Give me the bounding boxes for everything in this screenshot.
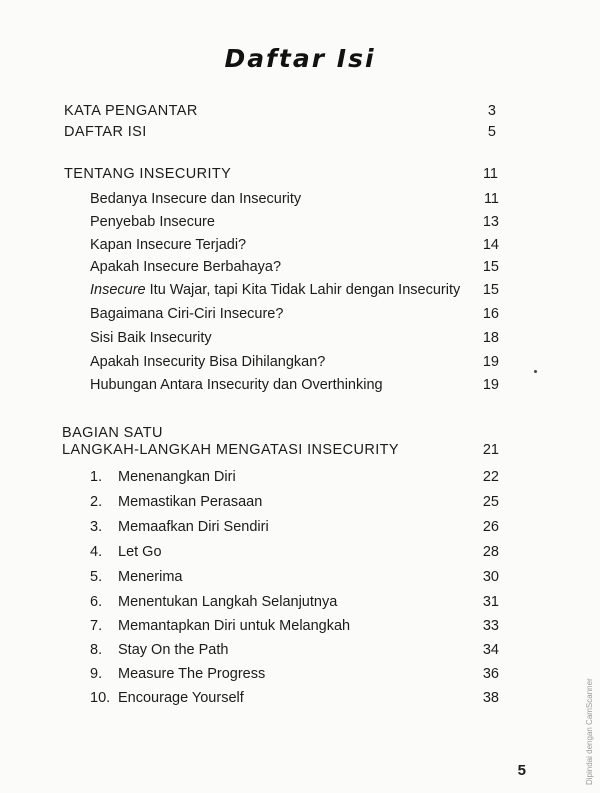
toc-step-title: Menenangkan Diri (118, 469, 236, 485)
toc-step-index: 10. (90, 690, 111, 706)
toc-entry-page: 13 (482, 214, 499, 230)
toc-section-langkah (0, 442, 600, 464)
toc-entry-label: Sisi Baik Insecurity (90, 330, 212, 346)
toc-entry-label (90, 594, 337, 610)
toc-step-title: Memastikan Perasaan (118, 494, 263, 510)
toc-entry-label: DAFTAR ISI (64, 124, 147, 140)
toc-entry-page: 16 (482, 306, 499, 322)
toc-entry (0, 214, 600, 236)
toc-entry-label: Bagaimana Ciri-Ciri Insecure? (90, 306, 284, 322)
toc-entry-page: 34 (482, 642, 499, 658)
toc-entry (0, 191, 600, 213)
toc-entry-label: Apakah Insecure Berbahaya? (90, 259, 282, 275)
page-title: Daftar Isi (224, 44, 376, 73)
toc-entry-label (90, 519, 269, 535)
toc-entry-page: 15 (482, 259, 499, 275)
toc-step (0, 494, 600, 516)
toc-entry-label (90, 569, 182, 585)
toc-entry (0, 237, 600, 259)
toc-entry-label (90, 618, 350, 634)
toc-entry-page: 28 (482, 544, 499, 560)
scanner-watermark: Dipindai dengan CamScanner (585, 678, 594, 785)
toc-entry-page: 21 (482, 442, 499, 458)
toc-entry-page: 36 (482, 666, 499, 682)
toc-entry-label: Penyebab Insecure (90, 214, 215, 230)
toc-step-index: 3. (90, 519, 103, 535)
toc-entry-label (90, 642, 228, 658)
toc-entry-label (90, 690, 244, 706)
toc-entry-label (90, 469, 236, 485)
toc-section-tentang-insecurity (0, 166, 600, 188)
toc-step-index: 4. (90, 544, 103, 560)
toc-step (0, 519, 600, 541)
toc-entry-label (90, 666, 265, 682)
toc-entry-label (90, 282, 460, 298)
toc-entry (0, 330, 600, 352)
toc-part-label: BAGIAN SATU (62, 425, 163, 441)
toc-step-index: 7. (90, 618, 103, 634)
toc-entry-label: TENTANG INSECURITY (64, 166, 232, 182)
page-number: 5 (517, 762, 526, 779)
toc-step-title: Menentukan Langkah Selanjutnya (118, 594, 338, 610)
toc-step (0, 469, 600, 491)
toc-step-index: 9. (90, 666, 103, 682)
toc-entry-page: 30 (482, 569, 499, 585)
toc-entry (0, 306, 600, 328)
toc-entry-page: 33 (482, 618, 499, 634)
toc-step-title: Memaafkan Diri Sendiri (118, 519, 269, 535)
toc-entry-page: 22 (482, 469, 499, 485)
toc-entry-daftar-isi (0, 124, 600, 146)
toc-entry-label: KATA PENGANTAR (64, 103, 198, 119)
toc-step (0, 618, 600, 640)
toc-step (0, 666, 600, 688)
toc-step-title: Memantapkan Diri untuk Melangkah (118, 618, 351, 634)
toc-entry-page: 18 (482, 330, 499, 346)
toc-step-title: Encourage Yourself (118, 690, 244, 706)
toc-entry-label: Kapan Insecure Terjadi? (90, 237, 247, 253)
toc-step-index: 6. (90, 594, 103, 610)
toc-entry-page: 15 (482, 282, 499, 298)
toc-entry-label: Bedanya Insecure dan Insecurity (90, 191, 302, 207)
toc-entry-page: 3 (487, 103, 496, 119)
toc-entry-label (90, 494, 262, 510)
toc-entry-page: 26 (482, 519, 499, 535)
toc-step (0, 594, 600, 616)
toc-step-title: Stay On the Path (118, 642, 229, 658)
toc-entry-page: 19 (482, 377, 499, 393)
toc-entry-label: Apakah Insecurity Bisa Dihilangkan? (90, 354, 326, 370)
toc-step-index: 8. (90, 642, 103, 658)
toc-entry-page: 38 (482, 690, 499, 706)
toc-step-index: 1. (90, 469, 103, 485)
toc-entry (0, 282, 600, 304)
toc-entry (0, 377, 600, 399)
toc-entry-page: 5 (487, 124, 496, 140)
toc-entry (0, 259, 600, 281)
toc-entry-page: 14 (482, 237, 499, 253)
toc-entry-label-rest: Itu Wajar, tapi Kita Tidak Lahir dengan Insecurity (145, 282, 461, 298)
scan-speck (534, 370, 537, 373)
toc-step (0, 642, 600, 664)
toc-step-index: 2. (90, 494, 103, 510)
toc-entry-page: 11 (482, 166, 498, 182)
toc-step-title: Let Go (118, 544, 162, 560)
toc-entry-label (90, 544, 162, 560)
toc-entry-page: 11 (483, 191, 499, 207)
toc-entry-page: 19 (482, 354, 499, 370)
toc-step-index: 5. (90, 569, 103, 585)
toc-step-title: Measure The Progress (118, 666, 266, 682)
toc-entry-kata-pengantar (0, 103, 600, 125)
toc-entry-label: Hubungan Antara Insecurity dan Overthinking (90, 377, 383, 393)
toc-entry-page: 25 (482, 494, 499, 510)
toc-step (0, 569, 600, 591)
toc-entry-label-italic: Insecure (90, 282, 146, 298)
toc-step (0, 544, 600, 566)
toc-step (0, 690, 600, 712)
toc-entry (0, 354, 600, 376)
toc-step-title: Menerima (118, 569, 183, 585)
toc-entry-label: LANGKAH-LANGKAH MENGATASI INSECURITY (62, 442, 399, 458)
toc-entry-page: 31 (482, 594, 499, 610)
